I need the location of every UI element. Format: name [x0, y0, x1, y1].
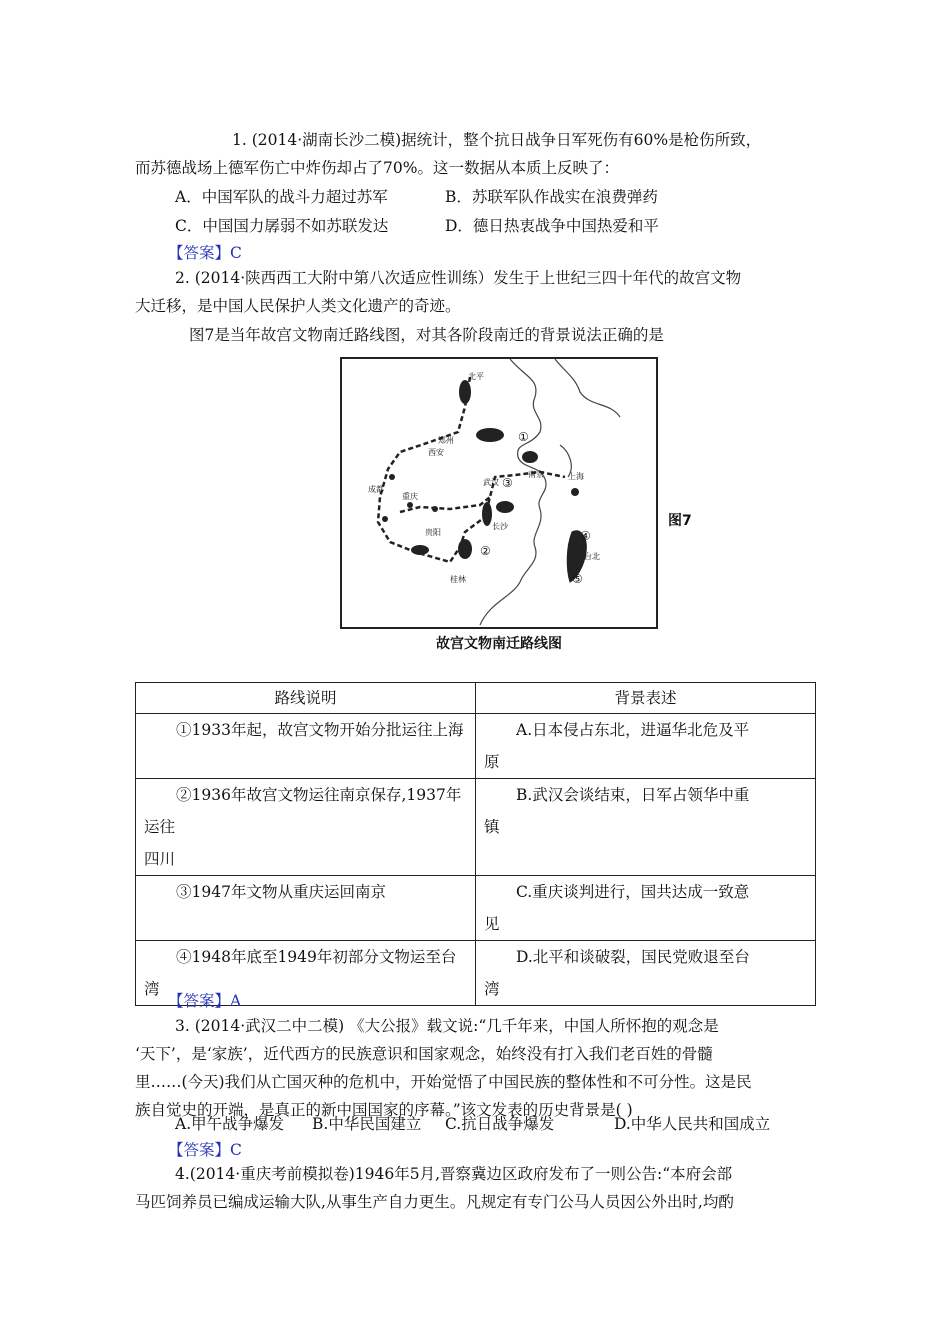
q3-line-4: 族自觉史的开端，是真正的新中国国家的序幕。”该文发表的历史背景是( ) [135, 1101, 633, 1119]
q1-option-a: A．中国军队的战斗力超过苏军 [175, 188, 388, 206]
route-text: ④1948年底至1949年初部分文物运至台湾 [144, 948, 457, 998]
answer-letter: C [230, 1141, 242, 1159]
q1-option-c: C．中国国力孱弱不如苏联发达 [175, 217, 389, 235]
q3-line-3: 里……(今天)我们从亡国灭种的危机中，开始觉悟了中国民族的整体性和不可分性。这是民 [135, 1073, 752, 1091]
answer-label: 【答案】 [168, 992, 231, 1010]
q1-line-1: 1. (2014·湖南长沙二模)据统计，整个抗日战争日军死伤有60%是枪伤所致， [232, 131, 762, 149]
route-text: ①1933年起，故宫文物开始分批运往上海 [176, 721, 464, 739]
answer-letter: C [230, 244, 242, 262]
route-map-figure [340, 357, 658, 659]
map-city: 西安 [428, 448, 444, 457]
route-text: ③1947年文物从重庆运回南京 [176, 883, 386, 901]
map-marker: ④ [580, 529, 591, 543]
map-city: 成都 [368, 485, 384, 494]
map-city: 长沙 [492, 522, 508, 531]
q3-answer [168, 1138, 242, 1162]
route-text: ②1936年故宫文物运往南京保存,1937年运往 [144, 786, 462, 836]
answer-label: 【答案】 [168, 1141, 231, 1159]
q3-option-c: C.抗日战争爆发 [445, 1115, 555, 1133]
map-marker: ⑤ [572, 572, 583, 586]
background-cell [476, 714, 816, 779]
q1-line-2: 而苏德战场上德军伤亡中炸伤却占了70%。这一数据从本质上反映了： [135, 159, 619, 177]
table-header: 路线说明 [136, 683, 476, 714]
answer-label: 【答案】 [168, 244, 231, 262]
q3-line-1: 3. (2014·武汉二中二模) 《大公报》载文说:“几千年来，中国人所怀抱的观念是 [175, 1017, 719, 1035]
map-caption: 故宫文物南迁路线图 [436, 636, 562, 652]
route-cell [136, 779, 476, 876]
map-city: 贵阳 [425, 528, 441, 537]
route-map [340, 357, 658, 659]
q4-line-1: 4.(2014·重庆考前模拟卷)1946年5月,晋察冀边区政府发布了一则公告:“本府会部 [175, 1165, 733, 1183]
map-marker: ② [480, 544, 491, 558]
background-cell [476, 876, 816, 941]
q2-line-3: 图7是当年故宫文物南迁路线图，对其各阶段南迁的背景说法正确的是 [189, 326, 664, 344]
background-text-cont: 湾 [484, 980, 500, 998]
table-row [136, 876, 816, 941]
q1-answer [168, 241, 242, 265]
map-city: 武汉 [483, 478, 499, 487]
background-text-cont: 见 [484, 915, 500, 933]
route-cell [136, 876, 476, 941]
background-text: B.武汉会谈结束，日军占领华中重 [516, 786, 750, 804]
table-row [136, 714, 816, 779]
q2-line-2: 大迁移，是中国人民保护人类文化遗产的奇迹。 [135, 297, 461, 315]
map-city: 台北 [584, 552, 600, 561]
map-marker: ③ [502, 476, 513, 490]
q1-option-d: D．德日热衷战争中国热爱和平 [445, 217, 659, 235]
q3-line-2: ‘天下’，是‘家族’，近代西方的民族意识和国家观念，始终没有打入我们老百姓的骨髓 [135, 1045, 713, 1063]
q3-option-a: A.甲午战争爆发 [175, 1115, 285, 1133]
map-city: 上海 [568, 472, 584, 481]
q2-answer [168, 989, 241, 1013]
background-text: A.日本侵占东北，进逼华北危及平 [516, 721, 750, 739]
map-city: 南京 [528, 470, 544, 479]
map-marker: ① [518, 430, 529, 444]
map-city: 桂林 [450, 575, 466, 584]
route-cell [136, 714, 476, 779]
background-cell [476, 779, 816, 876]
q4-line-2: 马匹饲养员已编成运输大队,从事生产自力更生。凡规定有专门公马人员因公外出时,均酌 [135, 1193, 734, 1211]
background-cell [476, 941, 816, 1006]
q3-option-b: B.中华民国建立 [312, 1115, 422, 1133]
q2-line-1: 2. (2014·陕西西工大附中第八次适应性训练）发生于上世纪三四十年代的故宫文物 [175, 269, 742, 287]
map-city: 郑州 [438, 436, 454, 445]
background-text: C.重庆谈判进行，国共达成一致意 [516, 883, 750, 901]
map-city: 重庆 [402, 492, 418, 501]
map-city: 北平 [468, 372, 484, 381]
answer-letter: A [230, 992, 242, 1010]
figure-label: 图7 [668, 513, 692, 529]
table-header-row [136, 683, 816, 714]
q1-option-b: B．苏联军队作战实在浪费弹药 [445, 188, 658, 206]
route-table [135, 682, 816, 1006]
background-text-cont: 镇 [484, 818, 500, 836]
table-header: 背景表述 [476, 683, 816, 714]
background-text: D.北平和谈破裂，国民党败退至台 [516, 948, 750, 966]
route-text-cont: 四川 [144, 850, 176, 868]
background-text-cont: 原 [484, 753, 500, 771]
table-row [136, 779, 816, 876]
q3-option-d: D.中华人民共和国成立 [614, 1115, 771, 1133]
